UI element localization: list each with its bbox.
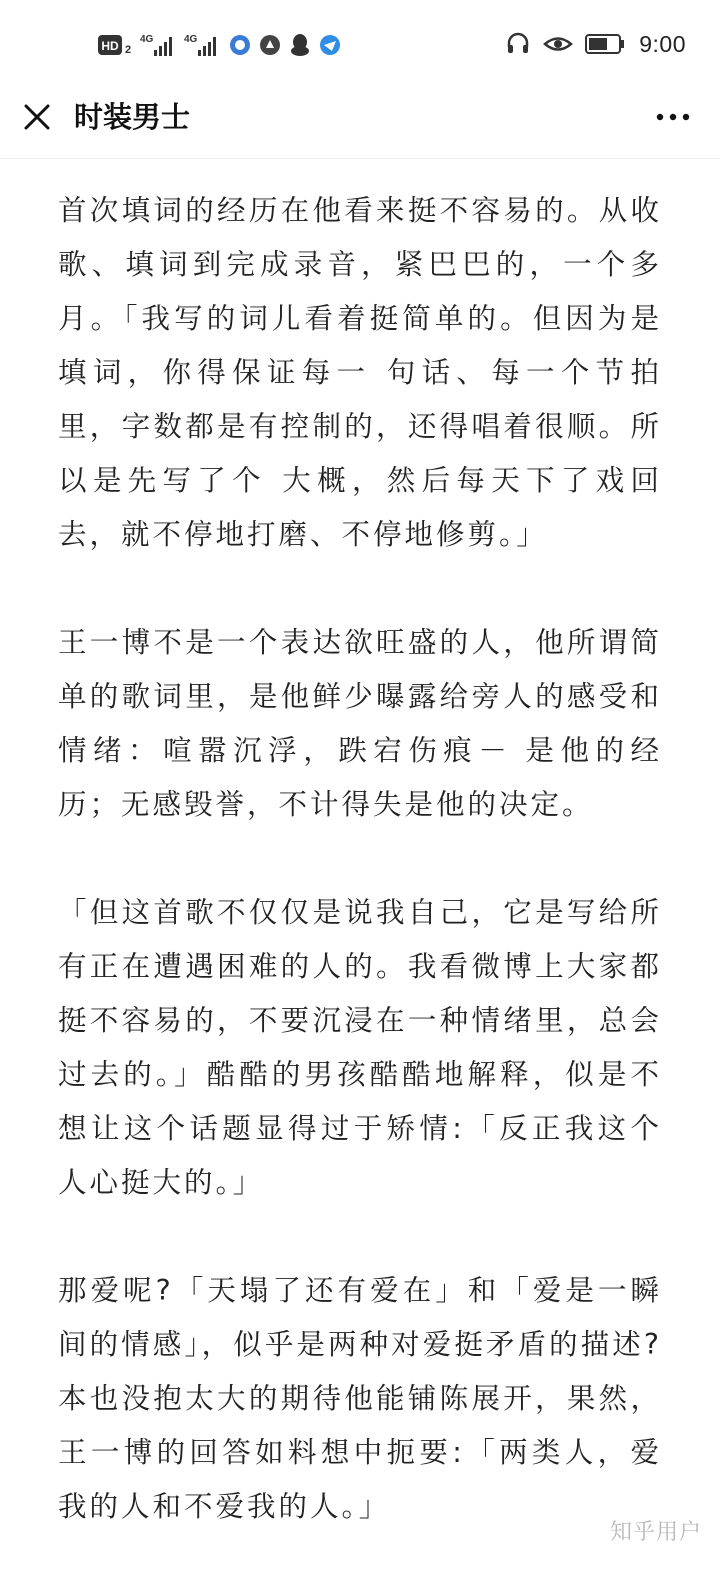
app-notification-icon	[228, 33, 252, 57]
watermark: 知乎用户	[610, 1515, 702, 1546]
close-button[interactable]	[18, 98, 56, 136]
svg-text:4G: 4G	[184, 34, 198, 45]
status-left-icons	[98, 30, 342, 60]
article-paragraph: 首次填词的经历在他看来挺不容易的。从收歌、填词到完成录音，紧巴巴的，一个多月。「我写的词儿看着挺简单的。但因为是填词，你得保证每一 句话、每一个节拍里，字数都是有控制的，还得唱着很顺。所以是先写了个 大概，然后每天下了戏回去，就不停地打磨、不停地修剪。」	[58, 184, 662, 562]
browser-icon	[318, 33, 342, 57]
article-paragraph: 王一博不是一个表达欲旺盛的人，他所谓简单的歌词里，是他鲜少曝露给旁人的感受和情绪：喧嚣沉浮，跌宕伤痕－ 是他的经历；无感毁誉，不计得失是他的决定。	[58, 616, 662, 832]
battery-icon	[585, 33, 627, 55]
status-bar	[0, 0, 720, 88]
signal-4g-icon	[140, 32, 178, 58]
article-body	[58, 184, 662, 1588]
status-time: 9:00	[639, 31, 686, 58]
svg-text:2: 2	[125, 44, 131, 56]
more-button[interactable]	[652, 100, 694, 134]
svg-text:HD: HD	[101, 39, 119, 53]
signal-4g-icon	[184, 32, 222, 58]
svg-text:4G: 4G	[140, 34, 154, 45]
article-paragraph: 那爱呢?「天塌了还有爱在」和「爱是一瞬间的情感」，似乎是两种对爱挺矛盾的描述?本也没抱太大的期待他能铺陈展开，果然，王一博的回答如料想中扼要:「两类人，爱我的人和不爱我的人。」	[58, 1264, 662, 1534]
close-icon	[22, 102, 52, 132]
more-icon	[655, 112, 691, 122]
qq-icon	[288, 32, 312, 58]
article-paragraph: 「但这首歌不仅仅是说我自己，它是写给所有正在遭遇困难的人的。我看微博上大家都挺不容易的，不要沉浸在一种情绪里，总会过去的。」酷酷的男孩酷酷地解释，似是不想让这个话题显得过于矫情:「反正我这个人心挺大的。」	[58, 886, 662, 1210]
app-notification-icon	[258, 33, 282, 57]
hd-icon	[98, 33, 134, 57]
status-right-icons	[505, 28, 686, 60]
headset-icon	[505, 31, 531, 57]
top-bar	[0, 88, 720, 159]
eye-icon	[543, 31, 573, 57]
page-title: 时装男士	[74, 98, 190, 136]
